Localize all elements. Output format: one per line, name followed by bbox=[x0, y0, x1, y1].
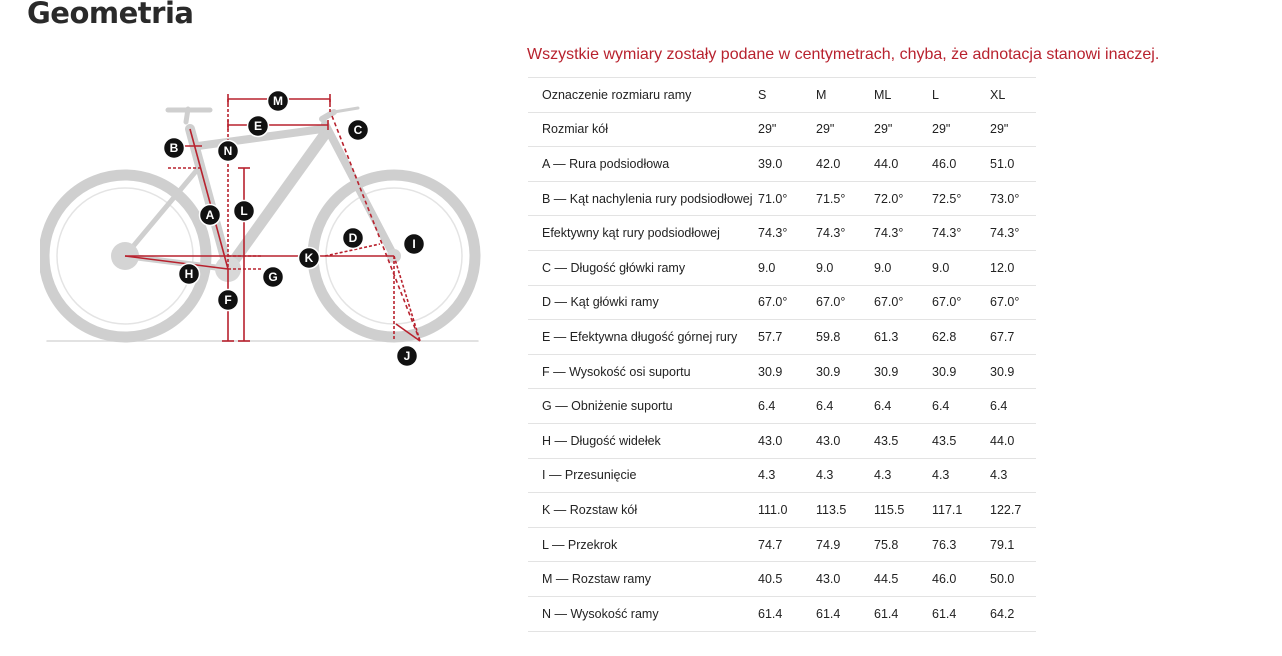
row-value: 6.4 bbox=[816, 389, 874, 424]
marker-d bbox=[343, 228, 364, 249]
table-row bbox=[528, 562, 1036, 597]
row-label: L — Przekrok bbox=[528, 527, 758, 562]
marker-a bbox=[200, 205, 221, 226]
row-value: 12.0 bbox=[990, 250, 1036, 285]
row-value: 113.5 bbox=[816, 493, 874, 528]
row-value: 6.4 bbox=[874, 389, 932, 424]
row-value: 61.4 bbox=[816, 596, 874, 631]
row-label: I — Przesunięcie bbox=[528, 458, 758, 493]
table-row bbox=[528, 181, 1036, 216]
row-label: E — Efektywna długość górnej rury bbox=[528, 320, 758, 355]
row-value: 51.0 bbox=[990, 147, 1036, 182]
row-value: 71.5° bbox=[816, 181, 874, 216]
marker-letter: G bbox=[268, 270, 278, 284]
row-label: Rozmiar kół bbox=[528, 112, 758, 147]
row-label: G — Obniżenie suportu bbox=[528, 389, 758, 424]
row-value: 9.0 bbox=[932, 250, 990, 285]
row-value: 43.5 bbox=[932, 423, 990, 458]
row-value: 74.3° bbox=[990, 216, 1036, 251]
marker-e bbox=[248, 116, 269, 137]
marker-letter: K bbox=[304, 251, 314, 265]
row-value: 6.4 bbox=[758, 389, 816, 424]
row-value: 44.5 bbox=[874, 562, 932, 597]
marker-i bbox=[404, 234, 425, 255]
marker-m bbox=[268, 91, 289, 112]
row-value: 57.7 bbox=[758, 320, 816, 355]
table-row bbox=[528, 112, 1036, 147]
marker-letter: H bbox=[184, 267, 194, 281]
marker-letter: E bbox=[253, 119, 263, 133]
row-value: 74.3° bbox=[932, 216, 990, 251]
row-value: 67.0° bbox=[932, 285, 990, 320]
table-row bbox=[528, 527, 1036, 562]
row-label: M — Rozstaw ramy bbox=[528, 562, 758, 597]
marker-letter: D bbox=[348, 231, 358, 245]
row-value: 72.5° bbox=[932, 181, 990, 216]
row-label: Efektywny kąt rury podsiodłowej bbox=[528, 216, 758, 251]
marker-letter: N bbox=[223, 144, 233, 158]
row-value: 4.3 bbox=[990, 458, 1036, 493]
row-value: 74.9 bbox=[816, 527, 874, 562]
row-value: 61.4 bbox=[758, 596, 816, 631]
row-value: 67.7 bbox=[990, 320, 1036, 355]
row-value: 9.0 bbox=[758, 250, 816, 285]
table-row bbox=[528, 596, 1036, 631]
header-size-l: L bbox=[932, 78, 990, 113]
marker-l bbox=[234, 201, 255, 222]
row-value: 43.0 bbox=[816, 423, 874, 458]
marker-letter: L bbox=[240, 204, 248, 218]
row-value: 61.4 bbox=[932, 596, 990, 631]
row-value: 73.0° bbox=[990, 181, 1036, 216]
row-label: A — Rura podsiodłowa bbox=[528, 147, 758, 182]
header-size-m: M bbox=[816, 78, 874, 113]
row-value: 4.3 bbox=[932, 458, 990, 493]
row-value: 4.3 bbox=[816, 458, 874, 493]
row-value: 62.8 bbox=[932, 320, 990, 355]
row-value: 9.0 bbox=[816, 250, 874, 285]
row-value: 72.0° bbox=[874, 181, 932, 216]
row-label: K — Rozstaw kół bbox=[528, 493, 758, 528]
row-value: 42.0 bbox=[816, 147, 874, 182]
row-value: 44.0 bbox=[990, 423, 1036, 458]
row-label: D — Kąt główki ramy bbox=[528, 285, 758, 320]
row-value: 29" bbox=[758, 112, 816, 147]
header-label: Oznaczenie rozmiaru ramy bbox=[528, 78, 758, 113]
row-value: 79.1 bbox=[990, 527, 1036, 562]
page-title: Geometria bbox=[27, 0, 194, 30]
row-value: 4.3 bbox=[758, 458, 816, 493]
row-value: 6.4 bbox=[990, 389, 1036, 424]
row-value: 44.0 bbox=[874, 147, 932, 182]
row-label: C — Długość główki ramy bbox=[528, 250, 758, 285]
marker-letter: M bbox=[273, 94, 283, 108]
row-value: 29" bbox=[990, 112, 1036, 147]
row-value: 122.7 bbox=[990, 493, 1036, 528]
row-value: 117.1 bbox=[932, 493, 990, 528]
bike-geometry-diagram bbox=[40, 84, 490, 374]
table-row bbox=[528, 320, 1036, 355]
table-row bbox=[528, 389, 1036, 424]
geometry-table-body bbox=[528, 78, 1036, 632]
row-value: 30.9 bbox=[758, 354, 816, 389]
table-row bbox=[528, 493, 1036, 528]
row-value: 67.0° bbox=[990, 285, 1036, 320]
marker-j bbox=[397, 346, 418, 367]
row-value: 75.8 bbox=[874, 527, 932, 562]
marker-h bbox=[179, 264, 200, 285]
row-value: 9.0 bbox=[874, 250, 932, 285]
row-value: 67.0° bbox=[758, 285, 816, 320]
row-value: 43.0 bbox=[758, 423, 816, 458]
header-size-ml: ML bbox=[874, 78, 932, 113]
marker-b bbox=[164, 138, 185, 159]
row-value: 59.8 bbox=[816, 320, 874, 355]
row-value: 46.0 bbox=[932, 147, 990, 182]
row-value: 43.0 bbox=[816, 562, 874, 597]
row-value: 50.0 bbox=[990, 562, 1036, 597]
table-row bbox=[528, 216, 1036, 251]
units-note: Wszystkie wymiary zostały podane w centymetrach, chyba, że adnotacja stanowi inaczej. bbox=[527, 46, 1160, 63]
row-value: 29" bbox=[932, 112, 990, 147]
marker-c bbox=[348, 120, 369, 141]
row-label: N — Wysokość ramy bbox=[528, 596, 758, 631]
row-value: 61.3 bbox=[874, 320, 932, 355]
row-value: 29" bbox=[816, 112, 874, 147]
row-value: 30.9 bbox=[816, 354, 874, 389]
table-row bbox=[528, 285, 1036, 320]
row-value: 30.9 bbox=[874, 354, 932, 389]
row-label: F — Wysokość osi suportu bbox=[528, 354, 758, 389]
marker-n bbox=[218, 141, 239, 162]
row-value: 74.3° bbox=[816, 216, 874, 251]
marker-k bbox=[299, 248, 320, 269]
header-size-xl: XL bbox=[990, 78, 1036, 113]
table-header-row bbox=[528, 78, 1036, 113]
row-value: 40.5 bbox=[758, 562, 816, 597]
marker-letter: B bbox=[169, 141, 179, 155]
marker-g bbox=[263, 267, 284, 288]
row-value: 67.0° bbox=[816, 285, 874, 320]
row-value: 39.0 bbox=[758, 147, 816, 182]
row-value: 111.0 bbox=[758, 493, 816, 528]
row-label: H — Długość widełek bbox=[528, 423, 758, 458]
row-value: 30.9 bbox=[990, 354, 1036, 389]
marker-letter: F bbox=[224, 293, 232, 307]
row-value: 46.0 bbox=[932, 562, 990, 597]
row-value: 115.5 bbox=[874, 493, 932, 528]
table-row bbox=[528, 423, 1036, 458]
row-value: 64.2 bbox=[990, 596, 1036, 631]
row-value: 76.3 bbox=[932, 527, 990, 562]
row-value: 74.3° bbox=[758, 216, 816, 251]
table-row bbox=[528, 354, 1036, 389]
row-value: 74.7 bbox=[758, 527, 816, 562]
marker-letter: A bbox=[205, 208, 215, 222]
row-value: 6.4 bbox=[932, 389, 990, 424]
table-row bbox=[528, 250, 1036, 285]
row-value: 61.4 bbox=[874, 596, 932, 631]
geometry-table bbox=[528, 77, 1036, 632]
row-value: 67.0° bbox=[874, 285, 932, 320]
row-value: 4.3 bbox=[874, 458, 932, 493]
row-value: 74.3° bbox=[874, 216, 932, 251]
row-label: B — Kąt nachylenia rury podsiodłowej bbox=[528, 181, 758, 216]
row-value: 71.0° bbox=[758, 181, 816, 216]
marker-f bbox=[218, 290, 239, 311]
marker-letter: I bbox=[412, 237, 416, 251]
marker-letter: C bbox=[353, 123, 363, 137]
table-row bbox=[528, 147, 1036, 182]
row-value: 43.5 bbox=[874, 423, 932, 458]
bike-frame-illustration bbox=[44, 108, 478, 341]
row-value: 29" bbox=[874, 112, 932, 147]
table-row bbox=[528, 458, 1036, 493]
marker-letter: J bbox=[403, 349, 411, 363]
header-size-s: S bbox=[758, 78, 816, 113]
row-value: 30.9 bbox=[932, 354, 990, 389]
